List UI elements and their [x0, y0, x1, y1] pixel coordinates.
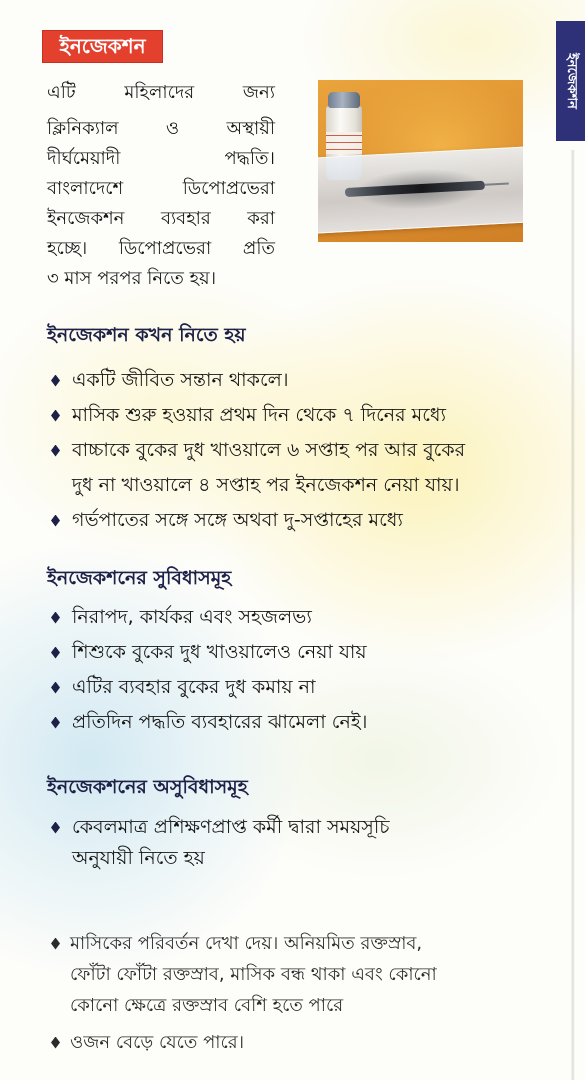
list-item	[47, 600, 567, 635]
list-item-line: এটির ব্যবহার বুকের দুধ কমায় না	[72, 676, 316, 698]
list-item-line: কোনো ক্ষেত্রে রক্তস্রাব বেশি হতে পারে	[70, 995, 344, 1016]
side-tab	[556, 21, 585, 141]
list-item-line: মাসিক শুরু হওয়ার প্রথম দিন থেকে ৭ দিনের মধ্যে	[72, 404, 446, 426]
bullet-diamond-icon	[51, 822, 60, 834]
list-item-line: গর্ভপাতের সঙ্গে সঙ্গে অথবা দু-সপ্তাহের মধ্যে	[72, 509, 403, 531]
list-item-line: ওজন বেড়ে যেতে পারে।	[70, 1032, 245, 1053]
bullet-diamond-icon	[51, 647, 60, 659]
list-item	[47, 363, 567, 398]
section-heading-when-to-take: ইনজেকশন কখন নিতে হয়	[47, 324, 246, 346]
injection-photo	[318, 80, 523, 242]
list-item-line: মাসিকের পরিবর্তন দেখা দেয়। অনিয়মিত রক্তস্রাব,	[70, 933, 423, 954]
list-item	[47, 1027, 567, 1058]
list-item-line: ফোঁটা ফোঁটা রক্তস্রাব, মাসিক বন্ধ থাকা এবং কোনো	[70, 964, 437, 985]
section-heading-disadvantages: ইনজেকশনের অসুবিধাসমূহ	[47, 776, 248, 798]
intro-line: ৩ মাস পরপর নিতে হয়।	[47, 268, 217, 289]
syringe-needle	[485, 182, 509, 185]
intro-line: এটি মহিলাদের জন্য	[47, 82, 275, 103]
bullet-diamond-icon	[51, 375, 60, 387]
list-item-line: প্রতিদিন পদ্ধতি ব্যবহারের ঝামেলা নেই।	[72, 711, 368, 733]
bullet-list-when-to-take	[47, 363, 567, 538]
bullet-diamond-icon	[51, 612, 60, 624]
page-fold-shadow	[571, 150, 575, 1080]
intro-line: দীর্ঘমেয়াদী পদ্ধতি।	[47, 148, 275, 169]
bullet-diamond-icon	[51, 1037, 60, 1049]
bullet-list-advantages	[47, 600, 567, 740]
list-item-line: কেবলমাত্র প্রশিক্ষণপ্রাপ্ত কর্মী দ্বারা সময়সূচি	[72, 816, 390, 838]
list-item-line: নিরাপদ, কার্যকর এবং সহজলভ্য	[72, 606, 312, 628]
vial-label	[326, 132, 362, 154]
list-item	[47, 670, 567, 705]
intro-paragraph	[47, 78, 275, 294]
bullet-diamond-icon	[51, 445, 60, 457]
list-item-line: বাচ্চাকে বুকের দুধ খাওয়ালে ৬ সপ্তাহ পর আর বুকের	[72, 439, 466, 461]
list-item-line: অনুযায়ী নিতে হয়	[72, 847, 205, 869]
intro-line: ক্লিনিক্যাল ও অস্থায়ী	[47, 118, 275, 139]
bullet-diamond-icon	[51, 938, 60, 950]
intro-line: হচ্ছে। ডিপোপ্রভেরা প্রতি	[47, 238, 275, 259]
list-item	[47, 433, 567, 503]
vial-cap	[328, 92, 360, 108]
list-item-line: একটি জীবিত সন্তান থাকলে।	[72, 369, 289, 391]
notes-list	[47, 928, 567, 1058]
bullet-list-disadvantages	[47, 812, 567, 874]
list-item	[47, 398, 567, 433]
list-item	[47, 928, 567, 1021]
list-item	[47, 812, 567, 874]
list-item-line: দুধ না খাওয়ালে ৪ সপ্তাহ পর ইনজেকশন নেয়া যায়।	[72, 474, 460, 496]
bullet-diamond-icon	[51, 717, 60, 729]
list-item	[47, 503, 567, 538]
page-title: ইনজেকশন	[42, 30, 163, 63]
bullet-diamond-icon	[51, 682, 60, 694]
intro-line: বাংলাদেশে ডিপোপ্রভেরা	[47, 178, 275, 199]
side-tab-label: ইনজেকশন	[564, 53, 579, 109]
list-item	[47, 635, 567, 670]
list-item	[47, 705, 567, 740]
list-item-line: শিশুকে বুকের দুধ খাওয়ালেও নেয়া যায়	[72, 641, 367, 663]
bullet-diamond-icon	[51, 410, 60, 422]
intro-line: ইনজেকশন ব্যবহার করা	[47, 208, 275, 229]
syringe-package-image	[318, 146, 523, 233]
section-heading-advantages: ইনজেকশনের সুবিধাসমূহ	[47, 567, 232, 589]
bullet-diamond-icon	[51, 515, 60, 527]
